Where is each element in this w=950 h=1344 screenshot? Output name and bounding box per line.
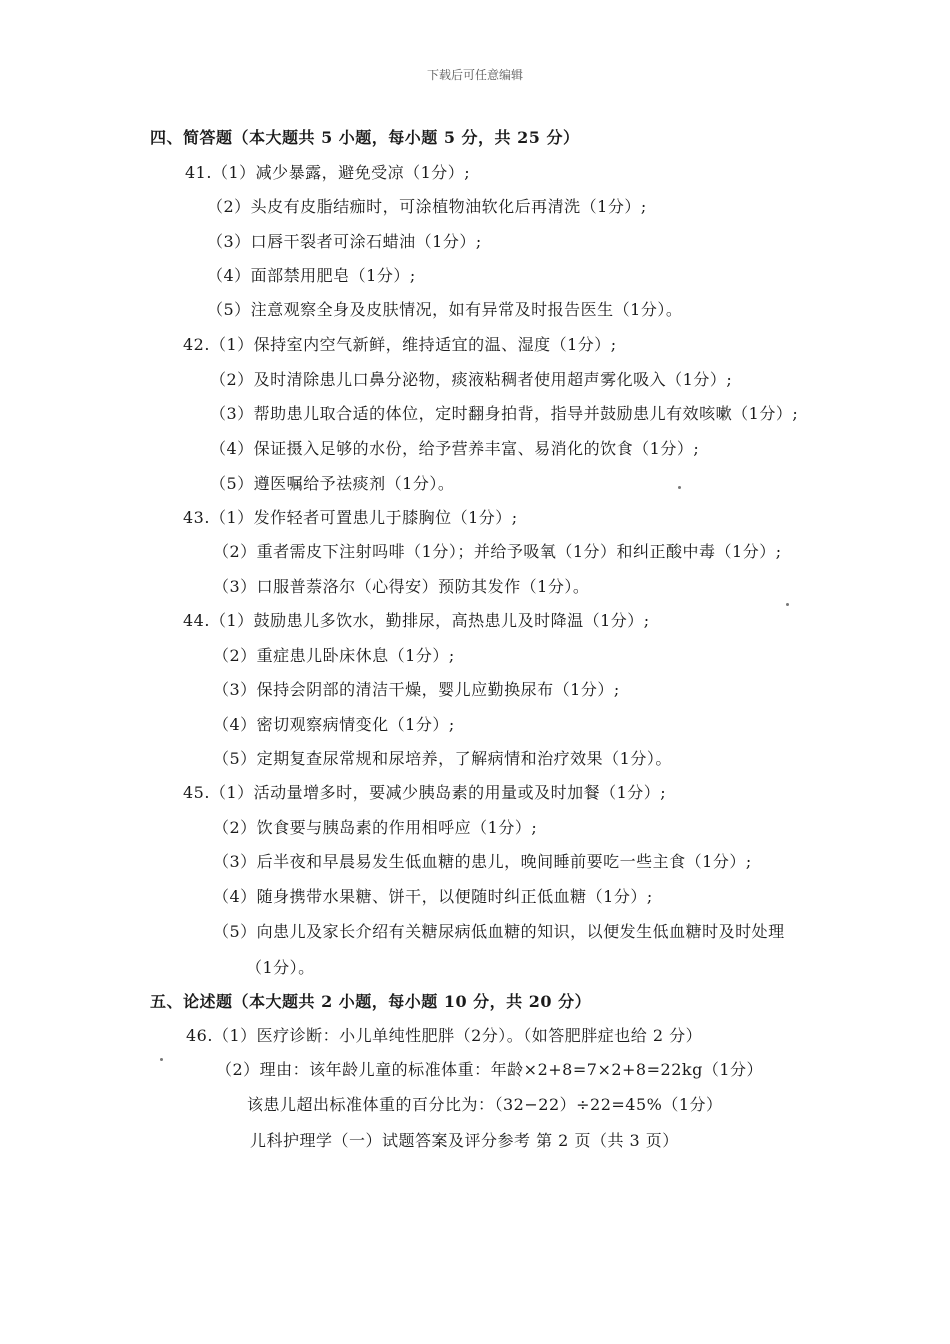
answer-45-3: （3）后半夜和早晨易发生低血糖的患儿，晚间睡前要吃一些主食（1分）;: [213, 852, 752, 871]
answer-43-1: 43.（1）发作轻者可置患儿于膝胸位（1分）;: [183, 508, 518, 527]
answer-44-2: （2）重症患儿卧床休息（1分）;: [213, 646, 455, 665]
answer-46-1: 46.（1）医疗诊断：小儿单纯性肥胖（2分）。（如答肥胖症也给 2 分）: [186, 1026, 703, 1045]
answer-44-4: （4）密切观察病情变化（1分）;: [213, 715, 455, 734]
answer-41-1: 41.（1）减少暴露，避免受凉（1分）;: [185, 163, 471, 182]
answer-45-5-continued: （1分）。: [246, 958, 315, 977]
answer-43-2: （2）重者需皮下注射吗啡（1分）；并给予吸氧（1分）和纠正酸中毒（1分）;: [213, 542, 782, 561]
answer-45-5: （5）向患儿及家长介绍有关糖尿病低血糖的知识，以便发生低血糖时及时处理: [213, 922, 785, 941]
answer-43-3: （3）口服普萘洛尔（心得安）预防其发作（1分）。: [213, 577, 590, 596]
answer-42-5: （5）遵医嘱给予祛痰剂（1分）。: [210, 474, 455, 493]
section-4-title: 四、简答题（本大题共 5 小题，每小题 5 分，共 25 分）: [150, 128, 580, 147]
page-footer: 儿科护理学（一）试题答案及评分参考 第 2 页（共 3 页）: [250, 1131, 679, 1150]
answer-46-2-calculation: 该患儿超出标准体重的百分比为：（32−22）÷22=45%（1分）: [247, 1095, 723, 1114]
scan-speck: [786, 603, 789, 606]
answer-45-4: （4）随身携带水果糖、饼干，以便随时纠正低血糖（1分）;: [213, 887, 653, 906]
watermark-text: 下载后可任意编辑: [426, 68, 523, 82]
answer-45-1: 45.（1）活动量增多时，要减少胰岛素的用量或及时加餐（1分）;: [183, 783, 667, 802]
answer-44-1: 44.（1）鼓励患儿多饮水，勤排尿，高热患儿及时降温（1分）;: [183, 611, 650, 630]
answer-41-3: （3）口唇干裂者可涂石蜡油（1分）;: [207, 232, 482, 251]
answer-42-1: 42.（1）保持室内空气新鲜，维持适宜的温、湿度（1分）;: [183, 335, 617, 354]
answer-44-3: （3）保持会阴部的清洁干燥，婴儿应勤换尿布（1分）;: [213, 680, 620, 699]
answer-46-2: （2）理由：该年龄儿童的标准体重：年龄×2+8=7×2+8=22kg（1分）: [216, 1060, 763, 1079]
scan-speck: [678, 486, 681, 489]
answer-42-4: （4）保证摄入足够的水份，给予营养丰富、易消化的饮食（1分）;: [210, 439, 700, 458]
answer-45-2: （2）饮食要与胰岛素的作用相呼应（1分）;: [213, 818, 538, 837]
answer-44-5: （5）定期复查尿常规和尿培养，了解病情和治疗效果（1分）。: [213, 749, 672, 768]
answer-41-2: （2）头皮有皮脂结痂时，可涂植物油软化后再清洗（1分）;: [207, 197, 647, 216]
answer-42-3: （3）帮助患儿取合适的体位，定时翻身拍背，指导并鼓励患儿有效咳嗽（1分）;: [210, 404, 799, 423]
answer-41-5: （5）注意观察全身及皮肤情况，如有异常及时报告医生（1分）。: [207, 300, 683, 319]
section-5-title: 五、论述题（本大题共 2 小题，每小题 10 分，共 20 分）: [150, 992, 592, 1011]
scan-speck: [160, 1058, 163, 1061]
answer-42-2: （2）及时清除患儿口鼻分泌物，痰液粘稠者使用超声雾化吸入（1分）;: [210, 370, 733, 389]
answer-41-4: （4）面部禁用肥皂（1分）;: [207, 266, 416, 285]
